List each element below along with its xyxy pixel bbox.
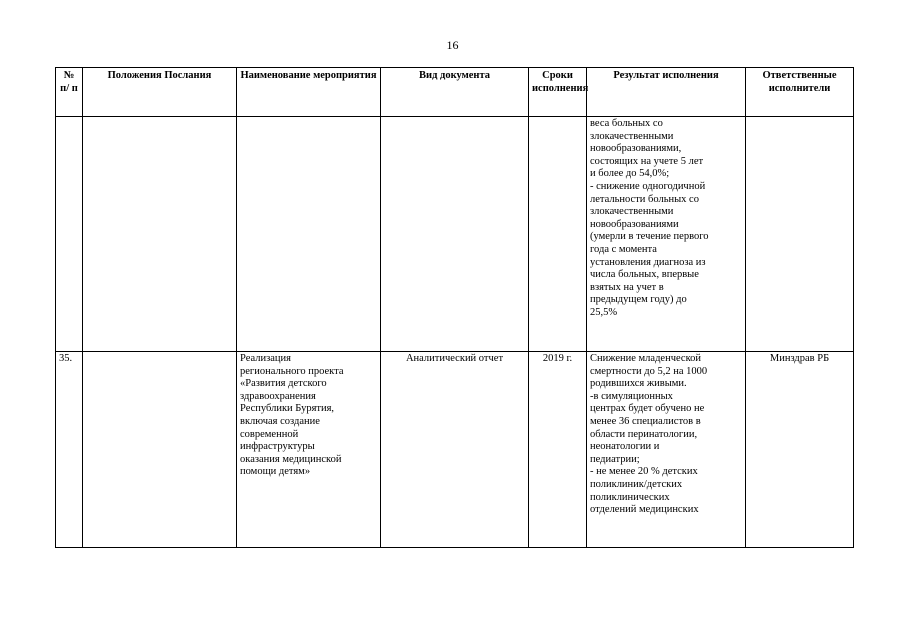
header-provisions: Положения Послания	[83, 68, 237, 117]
result-line: злокачественными	[590, 206, 674, 218]
event-line: инфраструктуры	[240, 441, 315, 453]
result-line: злокачественными	[590, 130, 674, 142]
event-line: Реализация	[240, 353, 291, 364]
row-num: 35.	[56, 352, 83, 548]
row-doc-type: Аналитический отчет	[381, 352, 529, 548]
row-responsible: Минздрав РБ	[746, 352, 854, 548]
result-line: числа больных, впервые	[590, 269, 699, 281]
row-provisions	[83, 117, 237, 352]
result-line: веса больных со	[590, 118, 663, 129]
table-row	[56, 117, 854, 352]
result-line: поликлинических	[590, 491, 670, 503]
result-line: новообразованиями,	[590, 143, 682, 155]
result-line: поликлиник/детских	[590, 478, 683, 490]
event-line: современной	[240, 428, 299, 440]
event-line: оказания медицинской	[240, 453, 342, 465]
page-number: 16	[446, 38, 459, 52]
event-line: регионального проекта	[240, 365, 344, 377]
result-line: педиатрии;	[590, 453, 640, 465]
result-line: новообразованиями	[590, 218, 679, 230]
header-deadline: Сроки исполнения	[529, 68, 587, 117]
table-header-row	[56, 68, 854, 117]
result-line: и более до 54,0%;	[590, 168, 670, 180]
row-num	[56, 117, 83, 352]
result-line: состоящих на учете 5 лет	[590, 155, 704, 167]
header-responsible: Ответственные исполнители	[746, 68, 854, 117]
result-line: взятых на учет в	[590, 281, 664, 293]
result-line: -в симуляционных	[590, 390, 673, 402]
row-result	[587, 117, 746, 352]
result-line: области перинатологии,	[590, 428, 698, 440]
result-line: отделений медицинских	[590, 504, 699, 516]
event-line: Республики Бурятия,	[240, 403, 335, 415]
row-event-name	[237, 352, 381, 548]
table-row	[56, 352, 854, 548]
row-result	[587, 352, 746, 548]
row-event-name	[237, 117, 381, 352]
row-doc-type	[381, 117, 529, 352]
result-line: смертности до 5,2 на 1000	[590, 365, 708, 377]
event-line: здравоохранения	[240, 390, 316, 402]
result-line: 25,5%	[590, 306, 618, 318]
header-num: № п/ п	[56, 68, 83, 117]
result-line: предыдущем году) до	[590, 294, 687, 306]
result-line: установления диагноза из	[590, 256, 706, 268]
result-line: родившихся живыми.	[590, 378, 687, 390]
event-line: помощи детям»	[240, 466, 311, 478]
result-line: летальности больных со	[590, 193, 699, 205]
result-line: - снижение одногодичной	[590, 180, 706, 192]
row-provisions	[83, 352, 237, 548]
result-line: неонатологии и	[590, 441, 660, 453]
header-result: Результат исполнения	[587, 68, 746, 117]
plan-table	[55, 67, 854, 548]
result-line: года с момента	[590, 243, 657, 255]
header-doc-type: Вид документа	[381, 68, 529, 117]
event-line: «Развития детского	[240, 378, 327, 390]
result-line: центрах будет обучено не	[590, 403, 705, 415]
row-responsible	[746, 117, 854, 352]
row-deadline: 2019 г.	[529, 352, 587, 548]
row-deadline	[529, 117, 587, 352]
result-line: (умерли в течение первого	[590, 231, 709, 243]
result-line: Снижение младенческой	[590, 353, 702, 364]
event-line: включая создание	[240, 415, 320, 427]
result-line: - не менее 20 % детских	[590, 466, 698, 478]
header-event-name: Наименование мероприятия	[237, 68, 381, 117]
result-line: менее 36 специалистов в	[590, 415, 701, 427]
